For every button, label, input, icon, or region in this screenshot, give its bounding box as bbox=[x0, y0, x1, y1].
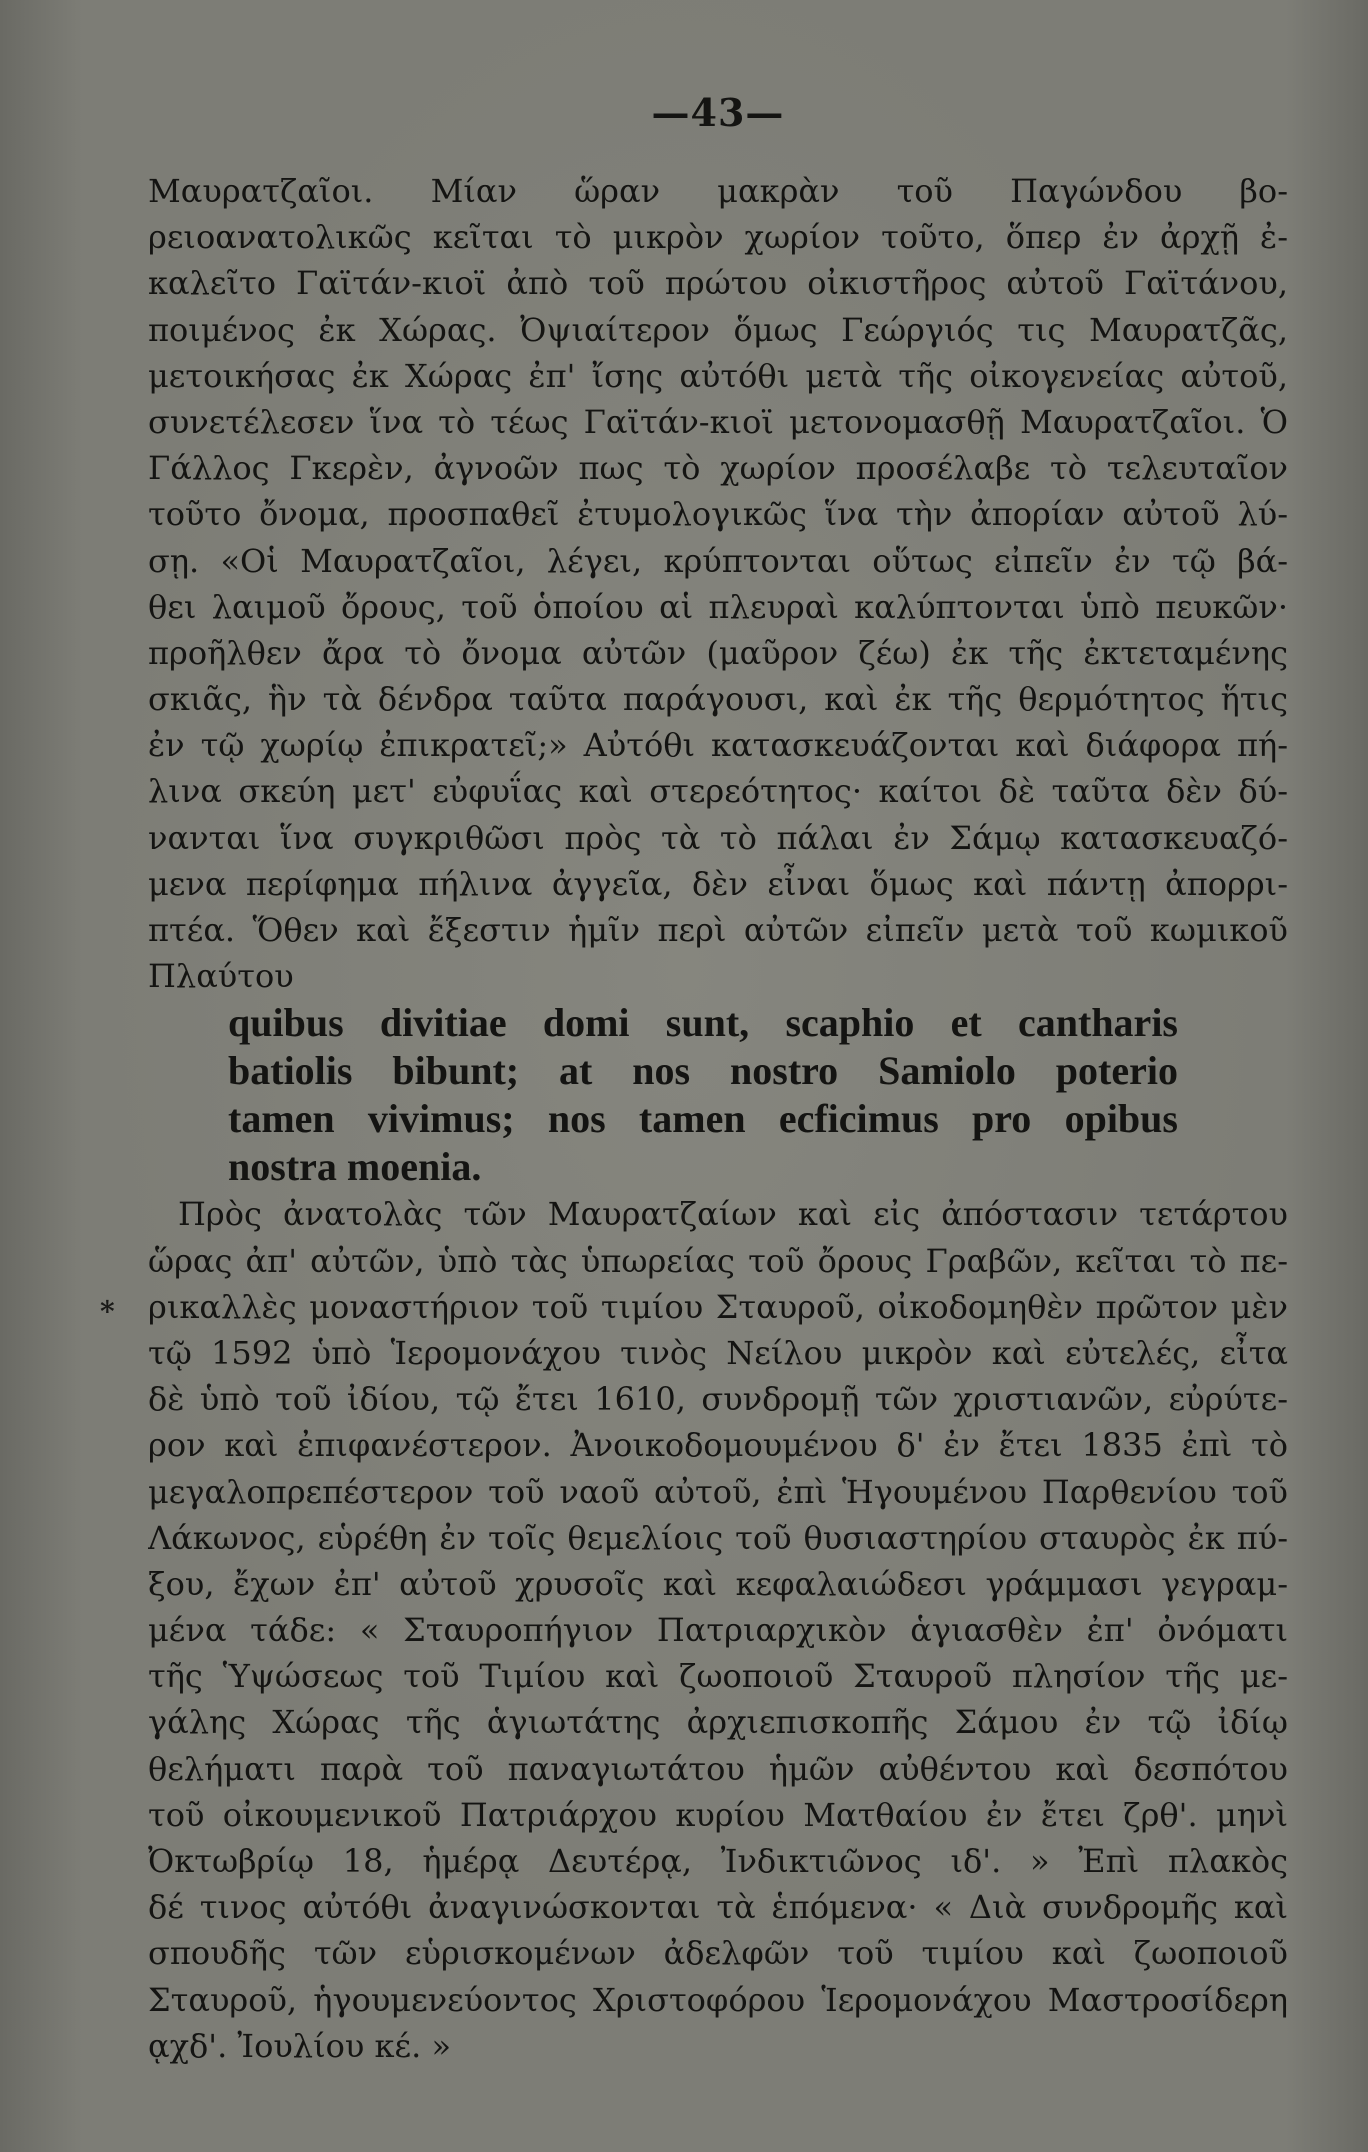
latin-quote-line: batiolis bibunt; at nos nostro Samiolo poterio bbox=[228, 1048, 1178, 1094]
text-line: σπουδῆς τῶν εὑρισκομένων ἀδελφῶν τοῦ τιμίου καὶ ζωοποιοῦ bbox=[148, 1934, 1288, 1973]
text-line: προῆλθεν ἄρα τὸ ὄνομα αὐτῶν (μαῦρον ζέω) ἐκ τῆς ἐκτεταμένης bbox=[148, 633, 1288, 672]
text-line: ὥρας ἀπ' αὐτῶν, ὑπὸ τὰς ὑπωρείας τοῦ ὄρους Γραβῶν, κεῖται τὸ πε- bbox=[148, 1241, 1288, 1280]
text-line: θελήματι παρὰ τοῦ παναγιωτάτου ἡμῶν αὐθέντου καὶ δεσπότου bbox=[148, 1749, 1288, 1788]
text-line: τοῦ οἰκουμενικοῦ Πατριάρχου κυρίου Ματθαίου ἐν ἔτει ζρθ'. μηνὶ bbox=[148, 1795, 1288, 1834]
text-line: συνετέλεσεν ἵνα τὸ τέως Γαϊτάν-κιοϊ μετονομασθῇ Μαυρατζαῖοι. Ὁ bbox=[148, 402, 1288, 441]
page-number: —43— bbox=[651, 90, 785, 135]
text-line: ρειοανατολικῶς κεῖται τὸ μικρὸν χωρίον τοῦτο, ὅπερ ἐν ἀρχῇ ἐ- bbox=[148, 218, 1288, 257]
margin-mark: * bbox=[100, 1295, 115, 1328]
text-line: μένα τάδε: « Σταυροπήγιον Πατριαρχικὸν ἁγιασθὲν ἐπ' ὀνόματι bbox=[148, 1611, 1288, 1650]
text-body bbox=[148, 168, 1288, 2069]
text-line: ποιμένος ἐκ Χώρας. Ὀψιαίτερον ὅμως Γεώργιός τις Μαυρατζᾶς, bbox=[148, 310, 1288, 349]
text-line: μεγαλοπρεπέστερον τοῦ ναοῦ αὐτοῦ, ἐπὶ Ἡγουμένου Παρθενίου τοῦ bbox=[148, 1472, 1288, 1511]
text-line: τῆς Ὑψώσεως τοῦ Τιμίου καὶ ζωοποιοῦ Σταυροῦ πλησίον τῆς με- bbox=[148, 1657, 1288, 1696]
text-line: Πλαύτου bbox=[148, 957, 294, 996]
text-line: λινα σκεύη μετ' εὐφυΐας καὶ στερεότητος· καίτοι δὲ ταῦτα δὲν δύ- bbox=[148, 772, 1288, 811]
text-line: γάλης Χώρας τῆς ἁγιωτάτης ἀρχιεπισκοπῆς Σάμου ἐν τῷ ἰδίῳ bbox=[148, 1703, 1288, 1742]
text-line: πτέα. Ὅθεν καὶ ἔξεστιν ἡμῖν περὶ αὐτῶν εἰπεῖν μετὰ τοῦ κωμικοῦ bbox=[148, 911, 1288, 949]
text-line: Λάκωνος, εὑρέθη ἐν τοῖς θεμελίοις τοῦ θυσιαστηρίου σταυρὸς ἐκ πύ- bbox=[148, 1518, 1288, 1557]
text-line: Ὀκτωβρίῳ 18, ἡμέρᾳ Δευτέρᾳ, Ἰνδικτιῶνος ιδ'. » Ἐπὶ πλακὸς bbox=[148, 1842, 1288, 1880]
text-line: Γάλλος Γκερὲν, ἀγνοῶν πως τὸ χωρίον προσέλαβε τὸ τελευταῖον bbox=[148, 449, 1288, 488]
latin-quote-line: quibus divitiae domi sunt, scaphio et cantharis bbox=[228, 1000, 1178, 1046]
text-line: ρον καὶ ἐπιφανέστερον. Ἀνοικοδομουμένου δ' ἐν ἔτει 1835 ἐπὶ τὸ bbox=[148, 1426, 1288, 1465]
text-line: μενα περίφημα πήλινα ἀγγεῖα, δὲν εἶναι ὅμως καὶ πάντῃ ἀπορρι- bbox=[148, 864, 1288, 903]
text-line: Πρὸς ἀνατολὰς τῶν Μαυρατζαίων καὶ εἰς ἀπόστασιν τετάρτου bbox=[178, 1195, 1288, 1234]
latin-quote-line: tamen vivimus; nos tamen ecficimus pro opibus bbox=[228, 1096, 1178, 1142]
text-line: τῷ 1592 ὑπὸ Ἱερομονάχου τινὸς Νείλου μικρὸν καὶ εὐτελές, εἶτα bbox=[148, 1333, 1288, 1372]
text-line: θει λαιμοῦ ὄρους, τοῦ ὁποίου αἱ πλευραὶ καλύπτονται ὑπὸ πευκῶν· bbox=[148, 587, 1288, 626]
text-line: τοῦτο ὄνομα, προσπαθεῖ ἐτυμολογικῶς ἵνα τὴν ἀπορίαν αὐτοῦ λύ- bbox=[148, 495, 1288, 534]
text-line: καλεῖτο Γαϊτάν-κιοϊ ἀπὸ τοῦ πρώτου οἰκιστῆρος αὐτοῦ Γαϊτάνου, bbox=[148, 264, 1288, 303]
latin-quote-line: nostra moenia. bbox=[228, 1144, 482, 1190]
text-line: νανται ἵνα συγκριθῶσι πρὸς τὰ τὸ πάλαι ἐν Σάμῳ κατασκευαζό- bbox=[148, 818, 1288, 857]
text-line: Μαυρατζαῖοι. Μίαν ὥραν μακρὰν τοῦ Παγώνδου βο- bbox=[148, 172, 1288, 210]
text-line: ξου, ἔχων ἐπ' αὐτοῦ χρυσοῖς καὶ κεφαλαιώδεσι γράμμασι γεγραμ- bbox=[148, 1564, 1288, 1603]
text-line: μετοικήσας ἐκ Χώρας ἐπ' ἴσης αὐτόθι μετὰ τῆς οἰκογενείας αὐτοῦ, bbox=[148, 356, 1288, 395]
book-page bbox=[148, 60, 1288, 2120]
text-line: ἐν τῷ χωρίῳ ἐπικρατεῖ;» Αὐτόθι κατασκευάζονται καὶ διάφορα πή- bbox=[148, 726, 1288, 765]
text-line: Σταυροῦ, ἡγουμενεύοντος Χριστοφόρου Ἱερομονάχου Μαστροσίδερη bbox=[148, 1980, 1288, 2019]
text-line: ᾳχδ'. Ἰουλίου κέ. » bbox=[148, 2026, 452, 2065]
text-line: δέ τινος αὐτόθι ἀναγινώσκονται τὰ ἑπόμενα· « Διὰ συνδρομῆς καὶ bbox=[148, 1888, 1288, 1927]
text-line: δὲ ὑπὸ τοῦ ἰδίου, τῷ ἔτει 1610, συνδρομῇ τῶν χριστιανῶν, εὐρύτε- bbox=[148, 1380, 1288, 1419]
text-line: ρικαλλὲς μοναστήριον τοῦ τιμίου Σταυροῦ, οἰκοδομηθὲν πρῶτον μὲν bbox=[148, 1287, 1288, 1326]
text-line: σκιᾶς, ἣν τὰ δένδρα ταῦτα παράγουσι, καὶ ἐκ τῆς θερμότητος ἥτις bbox=[148, 680, 1288, 719]
text-line: σῃ. «Οἱ Μαυρατζαῖοι, λέγει, κρύπτονται οὕτως εἰπεῖν ἐν τῷ βά- bbox=[148, 541, 1288, 580]
